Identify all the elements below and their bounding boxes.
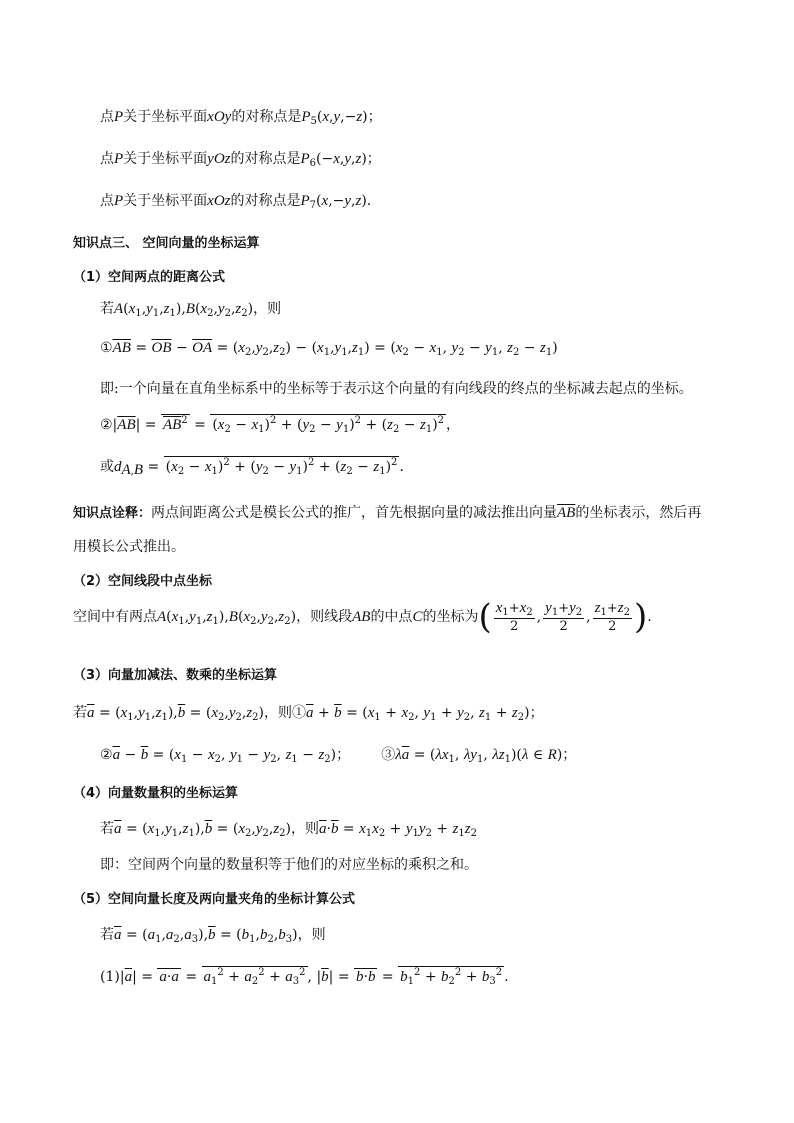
sym-yoz: 点P关于坐标平面yOz的对称点是$P_6(-x,y,z)$； — [100, 151, 381, 169]
note-a: 知识点诠释：两点间距离公式是模长公式的推广，首先根据向量的减法推出向量$\overline{AB}$的坐标表示，然后再 — [73, 505, 702, 521]
eq3: 或$d_{A,B} = (x_2 - x_1)^2 + (y_2 - y_1)^2 + (z_2 - z_1)^2$ . — [100, 457, 404, 478]
explain1: 即:一个向量在直角坐标系中的坐标等于表示这个向量的有向线段的终点的坐标减去起点的坐标。 — [100, 381, 693, 397]
sub-scal: $②\overline{a} - \overline{b} = (x_1 - x_2$, $y_1 - y_2$, $z_1 - z_2$)； $③\lambda\overline{a} = (\lambda x_1$, $\lambda y_1$, $\lambda z_1)(\lambda$ ∈ R)； — [100, 747, 577, 765]
sub1: （1）空间两点的距离公式 — [73, 270, 226, 285]
sub5: （5）空间向量长度及两向量夹角的坐标计算公式 — [73, 892, 356, 907]
dot: 若$\overline{a} = (x_1,y_1,z_1),\overline{b} = (x_2,y_2,z_2)$，则$\overline{a}\cdot\overline{b} = x_1x_2 + y_1y_2 + z_1z_2$ — [100, 821, 478, 839]
explain4: 即：空间两个向量的数量积等于他们的对应坐标的乘积之和。 — [100, 857, 478, 873]
sub3: （3）向量加减法、数乘的坐标运算 — [73, 668, 278, 683]
note-b: 用模长公式推出。 — [73, 539, 185, 555]
eq1: $①\overline{AB} = \overline{OB} - \overline{OA} = (x_2,y_2,z_2) - (x_1,y_1,z_1) = (x_2 - x_1$, $y_2 - y_1$, $z_2 - z_1$) — [100, 340, 558, 358]
heading3: 知识点三、 空间向量的坐标运算 — [73, 236, 260, 251]
add: 若$\overline{a} = (x_1,y_1,z_1),\overline{b} = (x_2,y_2,z_2)$，则$①\overline{a} + \overline{b} = (x_1 + x_2$, $y_1 + y_2$, $z_1 + z_2$)； — [73, 705, 544, 723]
len: $(1)|\overline{a}| = a\cdot a = a_1^2 + a_2^2 + a_3^2$ , $|\overline{b}| = b\cdot b = b_1^2 + b_2^2 + b_3^2$ . — [100, 967, 509, 987]
eq2: $②|\overline{AB}| = \overline{AB}^2 = (x_2 - x_1)^2 + (y_2 - y_1)^2 + (z_2 - z_1)^2$ ， — [100, 415, 461, 435]
sym-xoz: 点P关于坐标平面xOz的对称点是$P_7(x,-y,z)$. — [100, 193, 372, 211]
sym-xoy: 点P关于坐标平面xOy的对称点是$P_5(x,y,-z)$； — [100, 109, 382, 127]
midpoint: 空间中有两点$A(x_1,y_1,z_1),B(x_2,y_2,z_2)$，则线段AB的中点C的坐标为( $\frac{x_1+x_2}{2}$ , $\frac{y_1+y_2}{2}$ , $\frac{z_1+z_2}{2}$ ). — [73, 597, 652, 637]
sub2: （2）空间线段中点坐标 — [73, 574, 213, 589]
if-ab: 若$A(x_1,y_1,z_1),B(x_2,y_2,z_2)$，则 — [100, 301, 282, 319]
if-ab2: 若$\overline{a} = (a_1,a_2,a_3),\overline{b} = (b_1,b_2,b_3)$，则 — [100, 927, 326, 945]
sub4: （4）向量数量积的坐标运算 — [73, 786, 239, 801]
